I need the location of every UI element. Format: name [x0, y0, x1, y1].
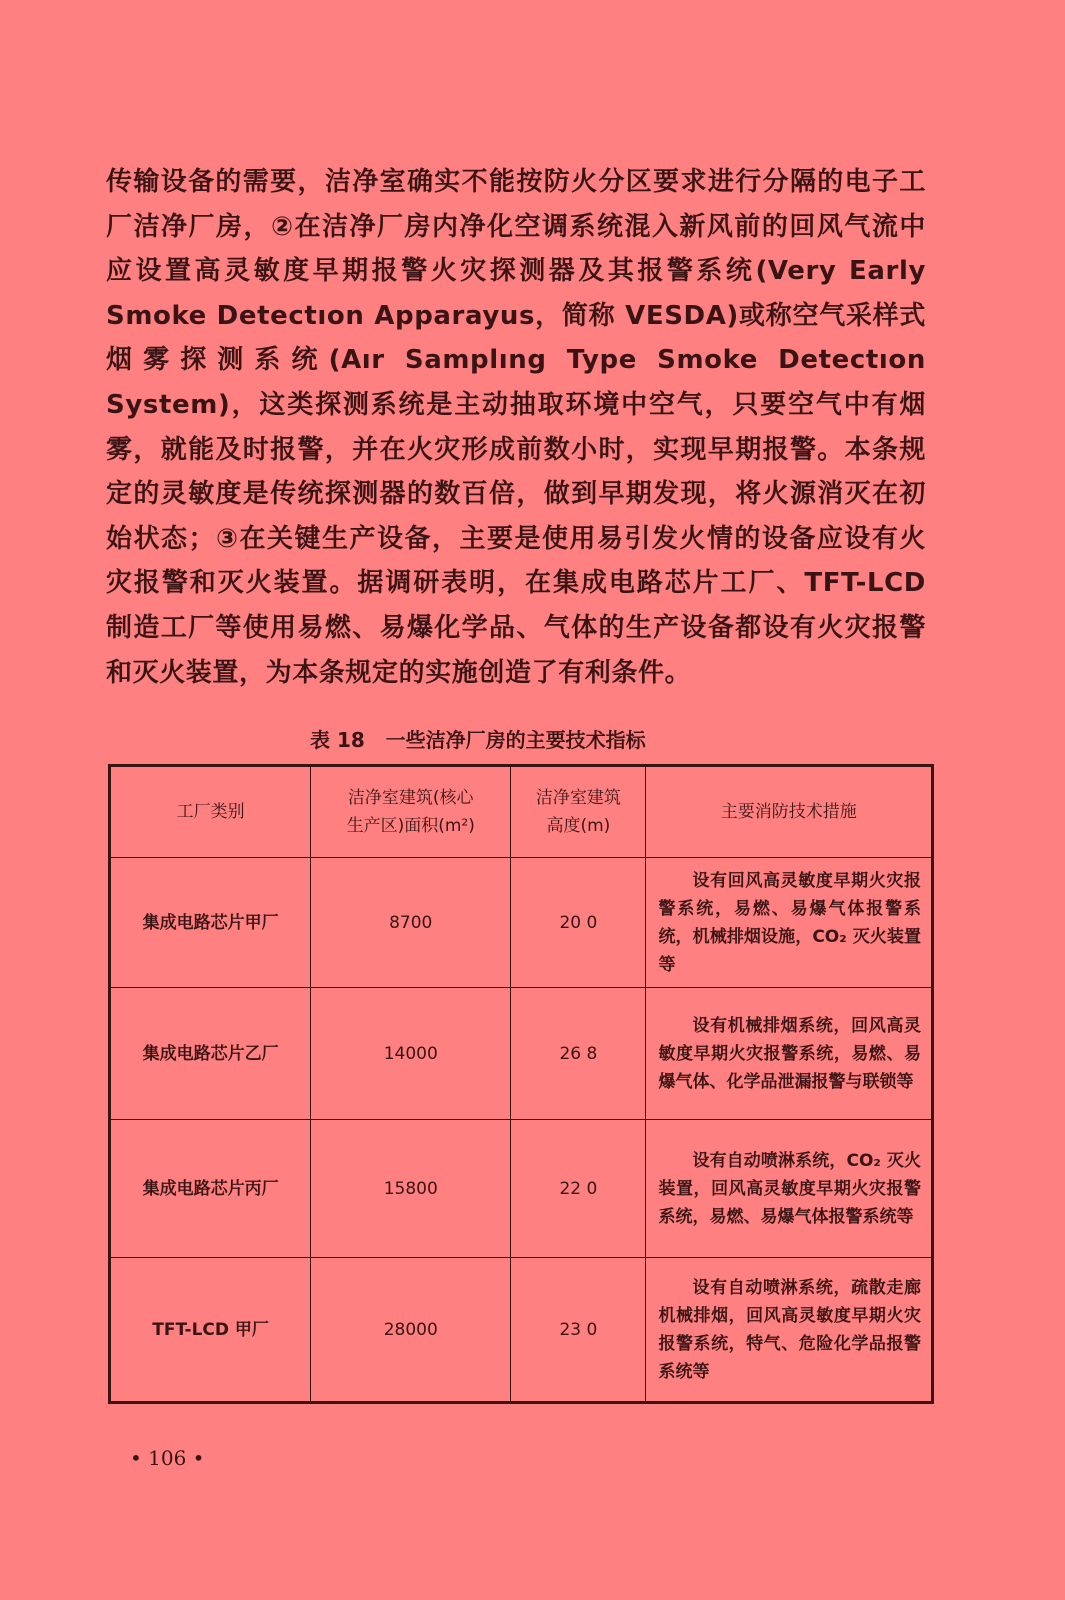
table-header-row: [110, 766, 933, 858]
row-height: 20 0: [511, 858, 646, 988]
row-area: 14000: [311, 988, 511, 1120]
row-measures-text: 设有自动喷淋系统，疏散走廊机械排烟，回风高灵敏度早期火灾报警系统，特气、危险化学品报警系统等: [658, 1277, 921, 1382]
row-category: 集成电路芯片甲厂: [110, 858, 311, 988]
row-measures-text: 设有回风高灵敏度早期火灾报警系统，易燃、易爆气体报警系统，机械排烟设施，CO₂ 灭火装置等: [658, 870, 921, 975]
header-category-label: 工厂类别: [176, 802, 245, 822]
row-measures-text: 设有机械排烟系统，回风高灵敏度早期火灾报警系统，易燃、易爆气体、化学品泄漏报警与联锁等: [658, 1015, 921, 1092]
row-category: 集成电路芯片丙厂: [110, 1120, 311, 1258]
row-height: 23 0: [511, 1258, 646, 1403]
header-category: [110, 766, 311, 858]
row-area: 28000: [311, 1258, 511, 1403]
table-caption: 表 18 一些洁净厂房的主要技术指标: [310, 728, 646, 752]
header-area-line2: 生产区)面积(m²): [346, 816, 475, 836]
table-row: [110, 1258, 933, 1403]
row-area: 8700: [311, 858, 511, 988]
header-measures-label: 主要消防技术措施: [720, 802, 857, 822]
row-height: 26 8: [511, 988, 646, 1120]
header-height-line1: 洁净室建筑: [535, 788, 621, 808]
row-category: 集成电路芯片乙厂: [110, 988, 311, 1120]
row-measures: [646, 1120, 933, 1258]
header-height-line2: 高度(m): [546, 816, 611, 836]
row-measures: [646, 988, 933, 1120]
table-row: [110, 858, 933, 988]
row-category: TFT-LCD 甲厂: [110, 1258, 311, 1403]
page-number: • 106 •: [130, 1446, 205, 1470]
header-measures: [646, 766, 933, 858]
header-area: [311, 766, 511, 858]
row-area: 15800: [311, 1120, 511, 1258]
body-paragraph: 传输设备的需要，洁净室确实不能按防火分区要求进行分隔的电子工厂洁净厂房，②在洁净厂房内净化空调系统混入新风前的回风气流中应设置高灵敏度早期报警火灾探测器及其报警系统(Very Early Smoke Detectıon Apparayus，简称 VESDA)或称空气采样式烟雾探测系统(Aır Samplıng Type Smoke Detectıon System)，这类探测系统是主动抽取环境中空气，只要空气中有烟雾，就能及时报警，并在火灾形成前数小时，实现早期报警。本条规定的灵敏度是传统探测器的数百倍，做到早期发现，将火源消灭在初始状态；③在关键生产设备，主要是使用易引发火情的设备应设有火灾报警和灭火装置。据调研表明，在集成电路芯片工厂、TFT-LCD 制造工厂等使用易燃、易爆化学品、气体的生产设备都设有火灾报警和灭火装置，为本条规定的实施创造了有利条件。: [106, 167, 926, 688]
table-row: [110, 1120, 933, 1258]
row-measures: [646, 1258, 933, 1403]
row-height: 22 0: [511, 1120, 646, 1258]
header-area-line1: 洁净室建筑(核心: [347, 788, 474, 808]
row-measures: [646, 858, 933, 988]
technical-indicators-table: [108, 764, 934, 1404]
header-height: [511, 766, 646, 858]
table-row: [110, 988, 933, 1120]
row-measures-text: 设有自动喷淋系统，CO₂ 灭火装置，回风高灵敏度早期火灾报警系统，易燃、易爆气体报警系统等: [658, 1150, 921, 1227]
